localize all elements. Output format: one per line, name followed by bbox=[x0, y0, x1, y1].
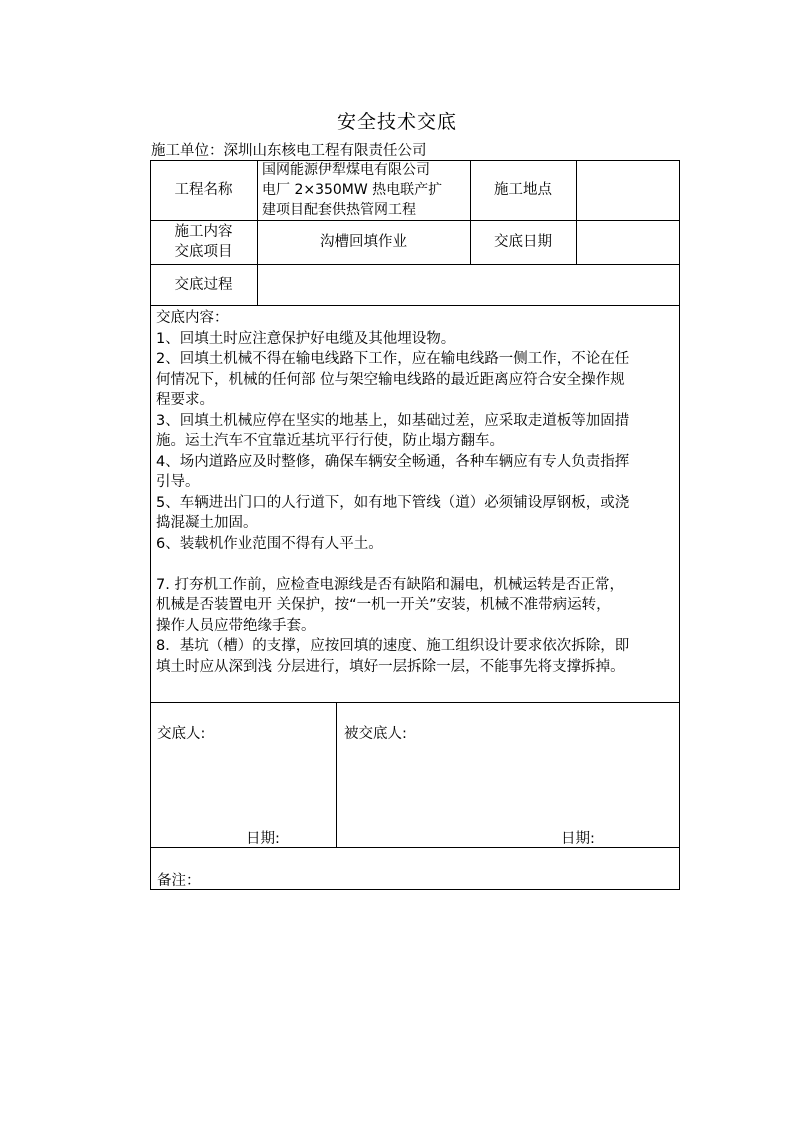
remarks-label: 备注： bbox=[157, 873, 201, 889]
recipient-date-label: 日期: bbox=[561, 831, 595, 847]
content-line: 操作人员应带绝缘手套。 bbox=[156, 617, 316, 634]
discloser-label: 交底人: bbox=[157, 726, 206, 742]
content-line: 4、场内道路应及时整修，确保车辆安全畅通，各种车辆应有专人负责指挥 bbox=[156, 453, 630, 470]
content-line: 8．基坑（槽）的支撑，应按回填的速度、施工组织设计要求依次拆除，即 bbox=[156, 638, 630, 654]
content-line: 填土时应从深到浅 分层进行，填好一层拆除一层，不能事先将支撑拆掉。 bbox=[156, 658, 625, 675]
content-line: 施。运土汽车不宜靠近基坑平行行使，防止塌方翻车。 bbox=[156, 433, 504, 449]
row-divider bbox=[150, 702, 680, 703]
content-line: 5、车辆进出门口的人行道下，如有地下管线（道）必须铺设厚钢板，或浇 bbox=[156, 494, 630, 511]
content-line: 1、回填土时应注意保护好电缆及其他埋设物。 bbox=[156, 330, 456, 347]
project-name-line: 建项目配套供热管网工程 bbox=[262, 202, 416, 218]
content-value: 沟槽回填作业 bbox=[320, 234, 407, 250]
process-label: 交底过程 bbox=[174, 276, 233, 293]
content-line: 机械是否装置电开 关保护，按“一机一开关”安装，机械不准带病运转， bbox=[156, 597, 611, 613]
content-line: 引导。 bbox=[156, 474, 200, 490]
project-name-value bbox=[262, 160, 468, 220]
row-divider bbox=[150, 305, 680, 306]
site-value bbox=[576, 160, 680, 220]
disclosure-date-value bbox=[576, 220, 680, 264]
disclosure-content bbox=[156, 308, 676, 677]
content-label bbox=[150, 220, 257, 264]
project-name-label: 工程名称 bbox=[174, 182, 233, 198]
document-title: 安全技术交底 bbox=[336, 111, 457, 133]
content-line: 何情况下，机械的任何部 位与架空输电线路的最近距离应符合安全操作规 bbox=[156, 371, 625, 388]
site-label: 施工地点 bbox=[494, 182, 552, 198]
content-line: 6、装载机作业范围不得有人平土。 bbox=[156, 535, 383, 552]
project-name-line: 电厂 2×350MW 热电联产扩 bbox=[262, 182, 443, 198]
project-name-line: 国网能源伊犁煤电有限公司 bbox=[262, 162, 430, 178]
construction-unit-line: 施工单位：深圳山东核电工程有限责任公司 bbox=[151, 143, 427, 159]
content-blank-line bbox=[156, 554, 676, 575]
content-line: 捣混凝土加固。 bbox=[156, 515, 258, 531]
column-divider bbox=[336, 702, 337, 847]
content-line: 3、回填土机械应停在坚实的地基上，如基础过差，应采取走道板等加固措 bbox=[156, 412, 630, 429]
process-value bbox=[257, 264, 680, 305]
content-label-line: 施工内容 bbox=[174, 224, 233, 240]
content-label-line: 交底项目 bbox=[174, 244, 233, 260]
content-line: 程要求。 bbox=[156, 392, 214, 408]
content-heading: 交底内容： bbox=[156, 310, 229, 326]
discloser-date-label: 日期: bbox=[246, 831, 280, 847]
content-line: 2、回填土机械不得在输电线路下工作，应在输电线路一侧工作，不论在任 bbox=[156, 351, 630, 367]
disclosure-date-label: 交底日期 bbox=[494, 234, 552, 250]
recipient-label: 被交底人: bbox=[344, 726, 407, 742]
content-line: 7. 打夯机工作前，应检查电源线是否有缺陷和漏电，机械运转是否正常， bbox=[156, 576, 624, 593]
row-divider bbox=[150, 847, 680, 848]
